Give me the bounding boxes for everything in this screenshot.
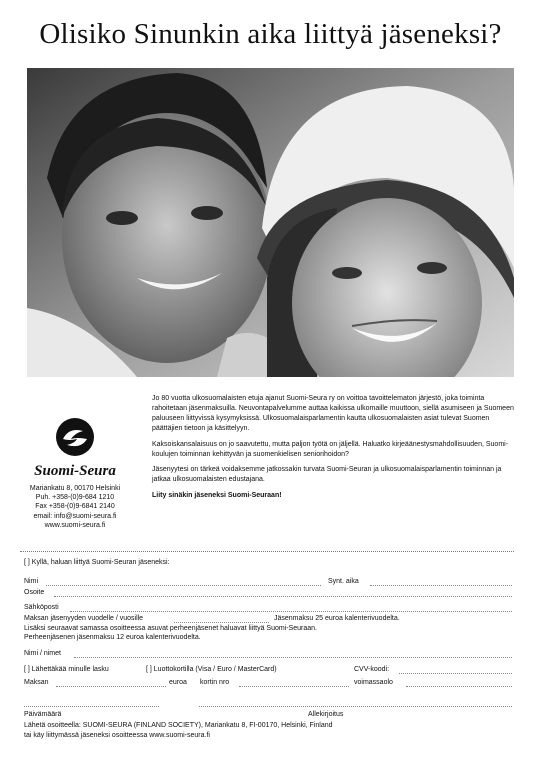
payment-years-field[interactable] bbox=[174, 615, 269, 623]
amount-field[interactable] bbox=[56, 679, 166, 687]
email-label: Sähköposti bbox=[24, 604, 59, 611]
signature-field[interactable] bbox=[199, 699, 512, 707]
intro-paragraph: Jäsenyytesi on tärkeä voidaksemme jatkossakin turvata Suomi-Seuran ja ulkosuomalaisparlamentin toiminnan ja jatkaa ulkosuomalaisten edustajana. bbox=[152, 466, 502, 484]
name-field[interactable] bbox=[46, 578, 321, 586]
couple-photo bbox=[27, 68, 514, 377]
email-line: email: info@suomi-seura.fi bbox=[33, 512, 117, 520]
mailing-address-line: Lähetä osoitteella: SUOMI-SEURA (FINLAND SOCIETY), Mariankatu 8, FI-00170, Helsinki, Finland bbox=[24, 722, 333, 729]
family-fee-text: Perheenjäsenen jäsenmaksu 12 euroa kalenterivuodelta. bbox=[24, 634, 201, 641]
family-members-text: Lisäksi seuraavat samassa osoitteessa asuvat perheenjäsenet haluavat liittyä Suomi-Seuraan. bbox=[24, 625, 317, 632]
validity-label: voimassaolo bbox=[354, 679, 393, 686]
suomi-seura-logo-icon bbox=[55, 417, 95, 457]
cvv-label: CVV-koodi: bbox=[354, 666, 390, 673]
date-label: Päivämäärä bbox=[24, 711, 62, 718]
form-divider bbox=[20, 551, 514, 552]
cvv-field[interactable] bbox=[399, 666, 512, 674]
organization-address bbox=[20, 484, 130, 530]
family-names-label: Nimi / nimet bbox=[24, 650, 61, 657]
family-names-field[interactable] bbox=[74, 650, 512, 658]
website-line: www.suomi-seura.fi bbox=[44, 521, 106, 529]
card-number-field[interactable] bbox=[239, 679, 349, 687]
address-label: Osoite bbox=[24, 589, 45, 596]
online-join-line: tai käy liittymässä jäseneksi osoitteessa www.suomi-seura.fi bbox=[24, 732, 210, 739]
euro-label: euroa bbox=[169, 679, 187, 686]
signature-label: Allekirjoitus bbox=[308, 711, 344, 718]
payment-years-label: Maksan jäsenyyden vuodelle / vuosille bbox=[24, 615, 144, 622]
address-line: Mariankatu 8, 00170 Helsinki bbox=[29, 485, 121, 492]
page-headline: Olisiko Sinunkin aika liittyä jäseneksi? bbox=[39, 18, 502, 50]
amount-label: Maksan bbox=[24, 679, 49, 686]
intro-paragraph: Jo 80 vuotta ulkosuomalaisten etuja ajanut Suomi-Seura ry on voittoa tavoittelematon järjestö, joka toiminta rahoitetaan jäsenmaksuilla. Neuvontapalvelumme auttaa kaikissa ulkomaille muuttoon, siellä asumiseen ja Suomeen paluuseen liittyvissä kysymyksissä. Ulkosuomalaisparlamentin kautta ulkosuomalaisten asiat tulevat Suomen päättäjien tietoon ja käsittelyyn. bbox=[152, 395, 514, 432]
email-field[interactable] bbox=[70, 604, 512, 612]
membership-fee-text: Jäsenmaksu 25 euroa kalenterivuodelta. bbox=[274, 615, 400, 622]
address-field[interactable] bbox=[54, 589, 512, 597]
invoice-option[interactable]: [ ] Lähettäkää minulle lasku bbox=[24, 666, 109, 673]
date-field[interactable] bbox=[24, 699, 159, 707]
validity-field[interactable] bbox=[406, 679, 512, 687]
intro-paragraph: Kaksoiskansalaisuus on jo saavutettu, mutta paljon työtä on jäljellä. Haluatko kirjeäänestysmahdollisuuden, Suomi-koulujen toiminnan kehittyvän ja suomenkielisen seniorihoidon? bbox=[152, 440, 509, 458]
organization-block bbox=[20, 417, 130, 530]
birth-date-field[interactable] bbox=[370, 578, 512, 586]
join-checkbox[interactable]: [ ] Kyllä, haluan liittyä Suomi-Seuran jäseneksi: bbox=[24, 559, 170, 566]
card-number-label: kortin nro bbox=[200, 679, 230, 686]
intro-text bbox=[152, 394, 514, 507]
name-label: Nimi bbox=[24, 578, 38, 585]
join-call-to-action: Liity sinäkin jäseneksi Suomi-Seuraan! bbox=[152, 492, 282, 500]
phone-line: Puh. +358-(0)9-684 1210 bbox=[35, 494, 115, 502]
fax-line: Fax +358-(0)9-6841 2140 bbox=[35, 503, 115, 511]
organization-name: Suomi-Seura bbox=[34, 463, 116, 479]
credit-card-option[interactable]: [ ] Luottokortilla (Visa / Euro / MasterCard) bbox=[146, 666, 277, 673]
birth-date-label: Synt. aika bbox=[328, 578, 359, 585]
